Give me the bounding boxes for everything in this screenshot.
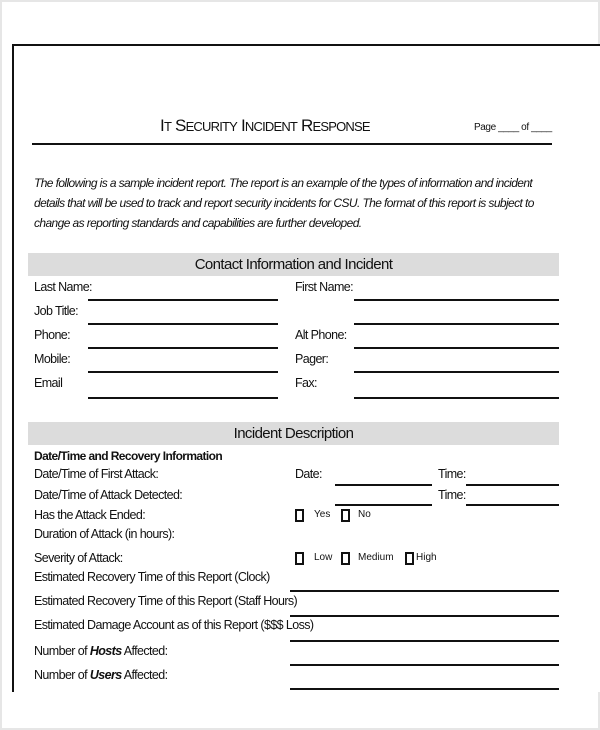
recovery-staff-field[interactable] xyxy=(290,615,559,617)
phone-field[interactable] xyxy=(88,347,278,349)
recovery-staff-label: Estimated Recovery Time of this Report (Staff Hours) xyxy=(34,594,298,608)
intro-text: The following is a sample incident report. The report is an example of the types of information and incident details that will be used to track and report security incidents for CSU. The format of this report is subject to change as reporting standards and capabilities are further developed. xyxy=(34,176,534,230)
first-attack-label: Date/Time of First Attack: xyxy=(34,467,159,481)
hosts-affected-field[interactable] xyxy=(290,664,559,666)
hosts-bold: Hosts xyxy=(89,644,122,658)
yes-checkbox[interactable] xyxy=(295,509,304,522)
phone-label: Phone: xyxy=(34,328,71,342)
duration-label: Duration of Attack (in hours): xyxy=(34,527,175,541)
job-title-label: Job Title: xyxy=(34,304,79,318)
recovery-clock-field[interactable] xyxy=(290,590,559,592)
pager-field[interactable] xyxy=(354,371,559,373)
email-label: Email xyxy=(34,376,63,390)
attack-ended-label: Has the Attack Ended: xyxy=(34,508,146,522)
users-post: Affected: xyxy=(121,668,168,682)
of-label: of xyxy=(521,122,529,133)
users-bold: Users xyxy=(89,668,122,682)
detected-label: Date/Time of Attack Detected: xyxy=(34,488,183,502)
job-title-field-right[interactable] xyxy=(354,323,559,325)
detected-date-field[interactable] xyxy=(335,504,432,506)
users-pre: Number of xyxy=(34,668,90,682)
incident-section-header: Incident Description xyxy=(28,422,559,445)
fax-field[interactable] xyxy=(354,397,559,399)
page-number-field: Page ____ of ____ xyxy=(474,122,552,133)
pager-label: Pager: xyxy=(295,352,329,366)
damage-label: Estimated Damage Account as of this Report ($$$ Loss) xyxy=(34,618,314,632)
contact-section-header: Contact Information and Incident xyxy=(28,253,559,276)
high-label: High xyxy=(416,552,437,563)
hosts-affected-label xyxy=(34,644,167,658)
document-page xyxy=(12,44,600,692)
last-name-label: Last Name: xyxy=(34,280,92,294)
severity-label: Severity of Attack: xyxy=(34,551,123,565)
users-affected-label xyxy=(34,668,168,682)
first-attack-date-field[interactable] xyxy=(335,484,432,486)
first-name-label: First Name: xyxy=(295,280,353,294)
document-title: IT SECURITY INCIDENT RESPONSE xyxy=(160,116,370,135)
high-checkbox[interactable] xyxy=(405,552,414,565)
job-title-field[interactable] xyxy=(88,323,278,325)
page-label: Page xyxy=(474,122,496,133)
time-label-2: Time: xyxy=(438,488,466,502)
low-checkbox[interactable] xyxy=(295,552,304,565)
no-label: No xyxy=(358,509,371,520)
first-name-field[interactable] xyxy=(354,299,559,301)
no-checkbox[interactable] xyxy=(341,509,350,522)
date-label: Date: xyxy=(295,467,322,481)
low-label: Low xyxy=(314,552,333,563)
mobile-field[interactable] xyxy=(88,371,278,373)
hosts-pre: Number of xyxy=(34,644,90,658)
detected-time-field[interactable] xyxy=(466,504,559,506)
first-attack-time-field[interactable] xyxy=(466,484,559,486)
yes-label: Yes xyxy=(314,509,331,520)
fax-label: Fax: xyxy=(295,376,317,390)
time-label: Time: xyxy=(438,467,466,481)
medium-label: Medium xyxy=(358,552,394,563)
alt-phone-field[interactable] xyxy=(354,347,559,349)
medium-checkbox[interactable] xyxy=(341,552,350,565)
damage-field[interactable] xyxy=(290,640,559,642)
recovery-info-subheader: Date/Time and Recovery Information xyxy=(34,449,223,463)
email-field[interactable] xyxy=(88,397,278,399)
mobile-label: Mobile: xyxy=(34,352,71,366)
last-name-field[interactable] xyxy=(88,299,278,301)
users-affected-field[interactable] xyxy=(290,688,559,690)
hosts-post: Affected: xyxy=(121,644,168,658)
alt-phone-label: Alt Phone: xyxy=(295,328,347,342)
recovery-clock-label: Estimated Recovery Time of this Report (Clock) xyxy=(34,570,270,584)
title-rule xyxy=(32,143,552,145)
